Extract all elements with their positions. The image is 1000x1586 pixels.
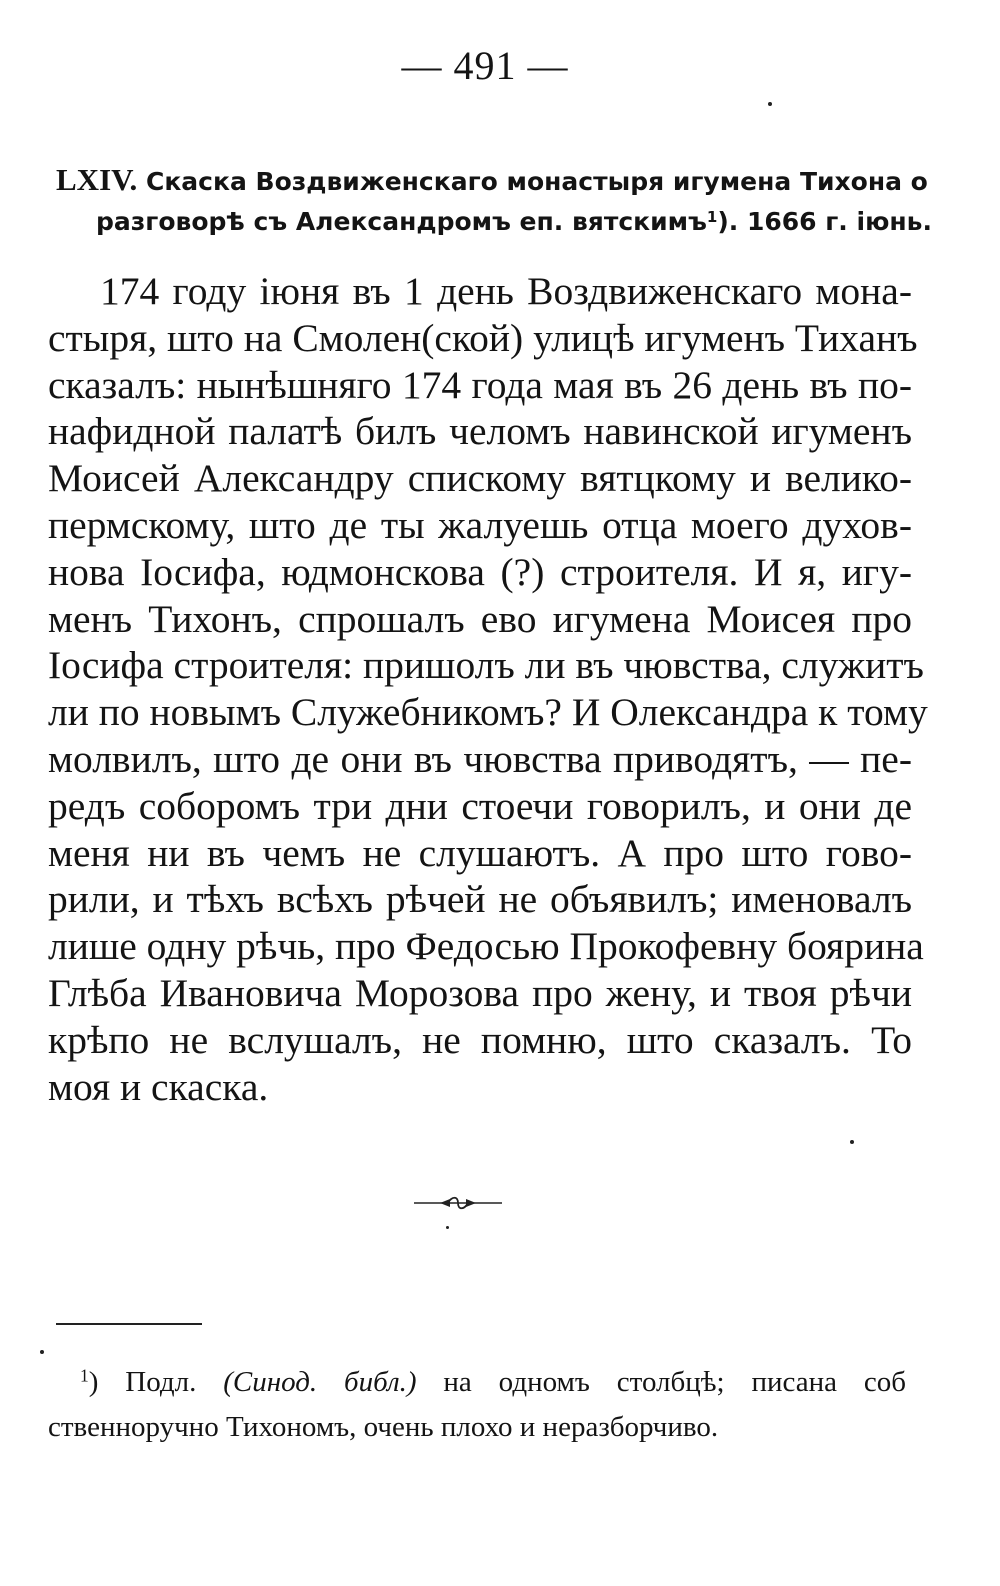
body-line: сказалъ: нынѣшняго 174 года мая въ 26 день въ по- — [48, 362, 912, 407]
body-line: молвилъ, што де они въ чювства приводятъ, — пе- — [48, 736, 912, 781]
heading-line-2 — [56, 202, 932, 242]
body-line: менъ Тихонъ, спрошалъ ево игумена Моисея про — [48, 596, 912, 641]
body-line: Моисей Александру спискому вятцкому и велико- — [48, 456, 912, 501]
footnote-source: (Синод. библ.) — [223, 1366, 417, 1398]
body-line: пермскому, што де ты жалуешь отца моего духов- — [48, 502, 912, 547]
body-line: рили, и тѣхъ всѣхъ рѣчей не объявилъ; именовалъ — [48, 877, 912, 922]
heading-numeral: LXIV — [56, 162, 130, 197]
body-line: нафидной палатѣ билъ челомъ навинской игуменъ — [48, 409, 912, 454]
print-speck — [850, 1140, 854, 1144]
footnote-text-a: Подл. — [98, 1366, 224, 1398]
body-line: Іосифа строителя: пришолъ ли въ чювства, служитъ — [48, 643, 924, 688]
body-line: нова Іосифа, юдмонскова (?) строителя. И я, игу- — [48, 549, 912, 594]
body-text — [48, 268, 928, 1110]
body-line: ли по новымъ Служебникомъ? И Олександра к тому — [48, 690, 928, 735]
ornament-divider — [412, 1192, 504, 1212]
print-speck — [446, 1226, 449, 1229]
heading-line-2-text: разговорѣ съ Александромъ еп. вятскимъ — [96, 207, 707, 236]
body-line: 174 году іюня въ 1 день Воздвиженскаго мона- — [100, 269, 912, 313]
footnote-line-1 — [48, 1360, 906, 1405]
footnote — [48, 1360, 906, 1450]
body-line: редъ соборомъ три дни стоечи говорилъ, и они де — [48, 783, 912, 828]
footnote-marker: 1 — [80, 1365, 89, 1386]
body-line: Глѣба Ивановича Морозова про жену, и твоя рѣчи — [48, 970, 912, 1015]
footnote-rule — [56, 1323, 202, 1325]
heading-line-1-text: Скаска Воздвиженскаго монастыря игумена Тихона о — [137, 167, 928, 196]
heading-numeral-suffix: . — [129, 162, 138, 197]
page-number: — 491 — — [401, 43, 569, 88]
print-speck — [40, 1350, 44, 1354]
footnote-marker-close: ) — [88, 1366, 99, 1398]
body-line: лише одну рѣчь, про Федосью Прокофевну боярина — [48, 924, 924, 969]
body-line: крѣпо не вслушалъ, не помню, што сказалъ. То — [48, 1017, 912, 1062]
footnote-reference[interactable]: 1 — [706, 207, 718, 226]
body-line: стыря, што на Смолен(ской) улицѣ игуменъ Тиханъ — [48, 315, 918, 360]
print-speck — [768, 102, 772, 106]
footnote-line-2: ственноручно Тихономъ, очень плохо и неразборчиво. — [48, 1411, 719, 1443]
heading-line-2-tail: ). 1666 г. іюнь. — [717, 207, 932, 236]
body-line: меня ни въ чемъ не слушаютъ. А про што гово- — [48, 830, 912, 875]
heading-line-1 — [56, 160, 928, 202]
document-heading — [56, 160, 932, 242]
footnote-text-b: на одномъ столбцѣ; писана соб — [416, 1366, 907, 1398]
body-line: моя и скаска. — [48, 1064, 269, 1109]
